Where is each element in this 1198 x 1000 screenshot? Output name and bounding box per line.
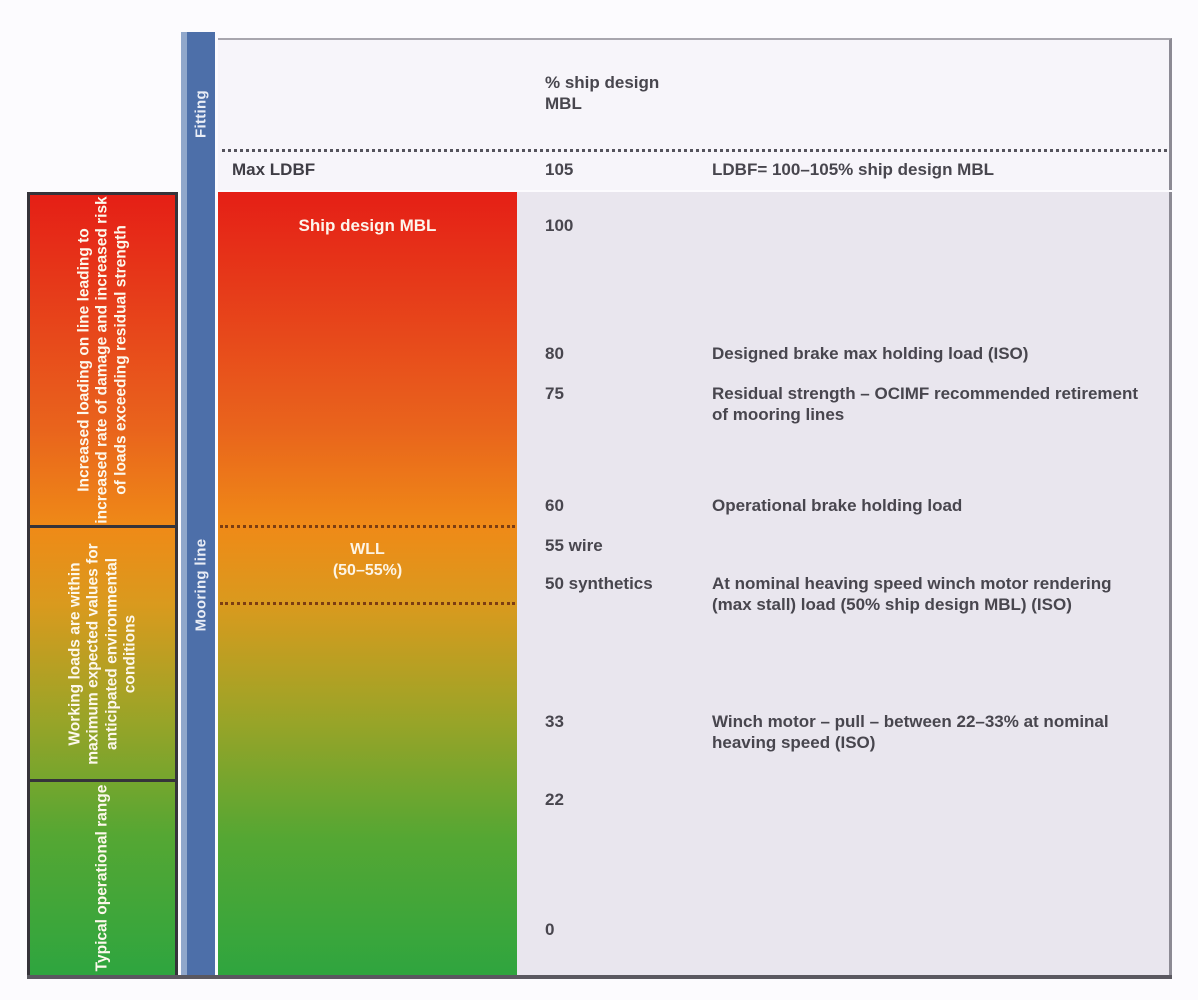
desc-winch-pull: Winch motor – pull – between 22–33% at nominal heaving speed (ISO) [712,712,1109,752]
desc-winch-rendering: At nominal heaving speed winch motor rendering (max stall) load (50% ship design MBL) (ISO) [712,574,1112,614]
desc-residual-strength: Residual strength – OCIMF recommended retirement of mooring lines [712,384,1139,424]
zone-working-loads [30,528,175,782]
fitting-bar-label: Fitting [192,89,210,138]
scale-value-50-synthetics: 50 synthetics [545,574,653,593]
wll-label-line2: (50–55%) [332,561,403,579]
scale-panel [517,192,1172,979]
percent-ship-design-mbl-header: % ship design MBL [545,73,660,114]
zone-typical-operational [30,782,175,973]
zone-typical-operational-label: Typical operational range [93,784,111,971]
wll-lower-dotted-line [220,602,515,605]
header-box [218,38,1172,190]
scale-value-22: 22 [545,790,564,809]
scale-value-33: 33 [545,712,564,731]
zone-working-loads-label: Working loads are within maximum expected values for anticipated environmental conditions [65,542,138,765]
wll-label-line1: WLL [350,541,385,558]
mooring-line-bar-label: Mooring line [192,538,210,632]
max-ldbf-value: 105 [545,160,574,179]
wll-label [218,540,517,582]
wll-upper-dotted-line [220,525,515,528]
ship-design-mbl-label: Ship design MBL [298,216,437,235]
zone-increased-loading-label: Increased loading on line leading to increased rate of damage and increased risk of loads exceeding residual strength [75,196,129,524]
desc-operational-brake: Operational brake holding load [712,496,963,515]
scale-value-75: 75 [545,384,564,403]
load-zone-column [27,192,178,979]
scale-value-60: 60 [545,496,564,515]
mooring-line-bar [181,195,215,975]
max-ldbf-dotted-line [222,149,1167,152]
scale-value-80: 80 [545,344,564,363]
scale-value-0: 0 [545,920,555,939]
scale-value-55-wire: 55 wire [545,536,603,555]
max-ldbf-label: Max LDBF [232,160,316,179]
scale-value-100: 100 [545,216,574,235]
desc-designed-brake: Designed brake max holding load (ISO) [712,344,1029,363]
fitting-bar [181,32,215,195]
zone-increased-loading [30,195,175,528]
bottom-rule [27,975,1172,979]
ldbf-range-note: LDBF= 100–105% ship design MBL [712,160,994,179]
load-gradient-bar [218,192,517,979]
